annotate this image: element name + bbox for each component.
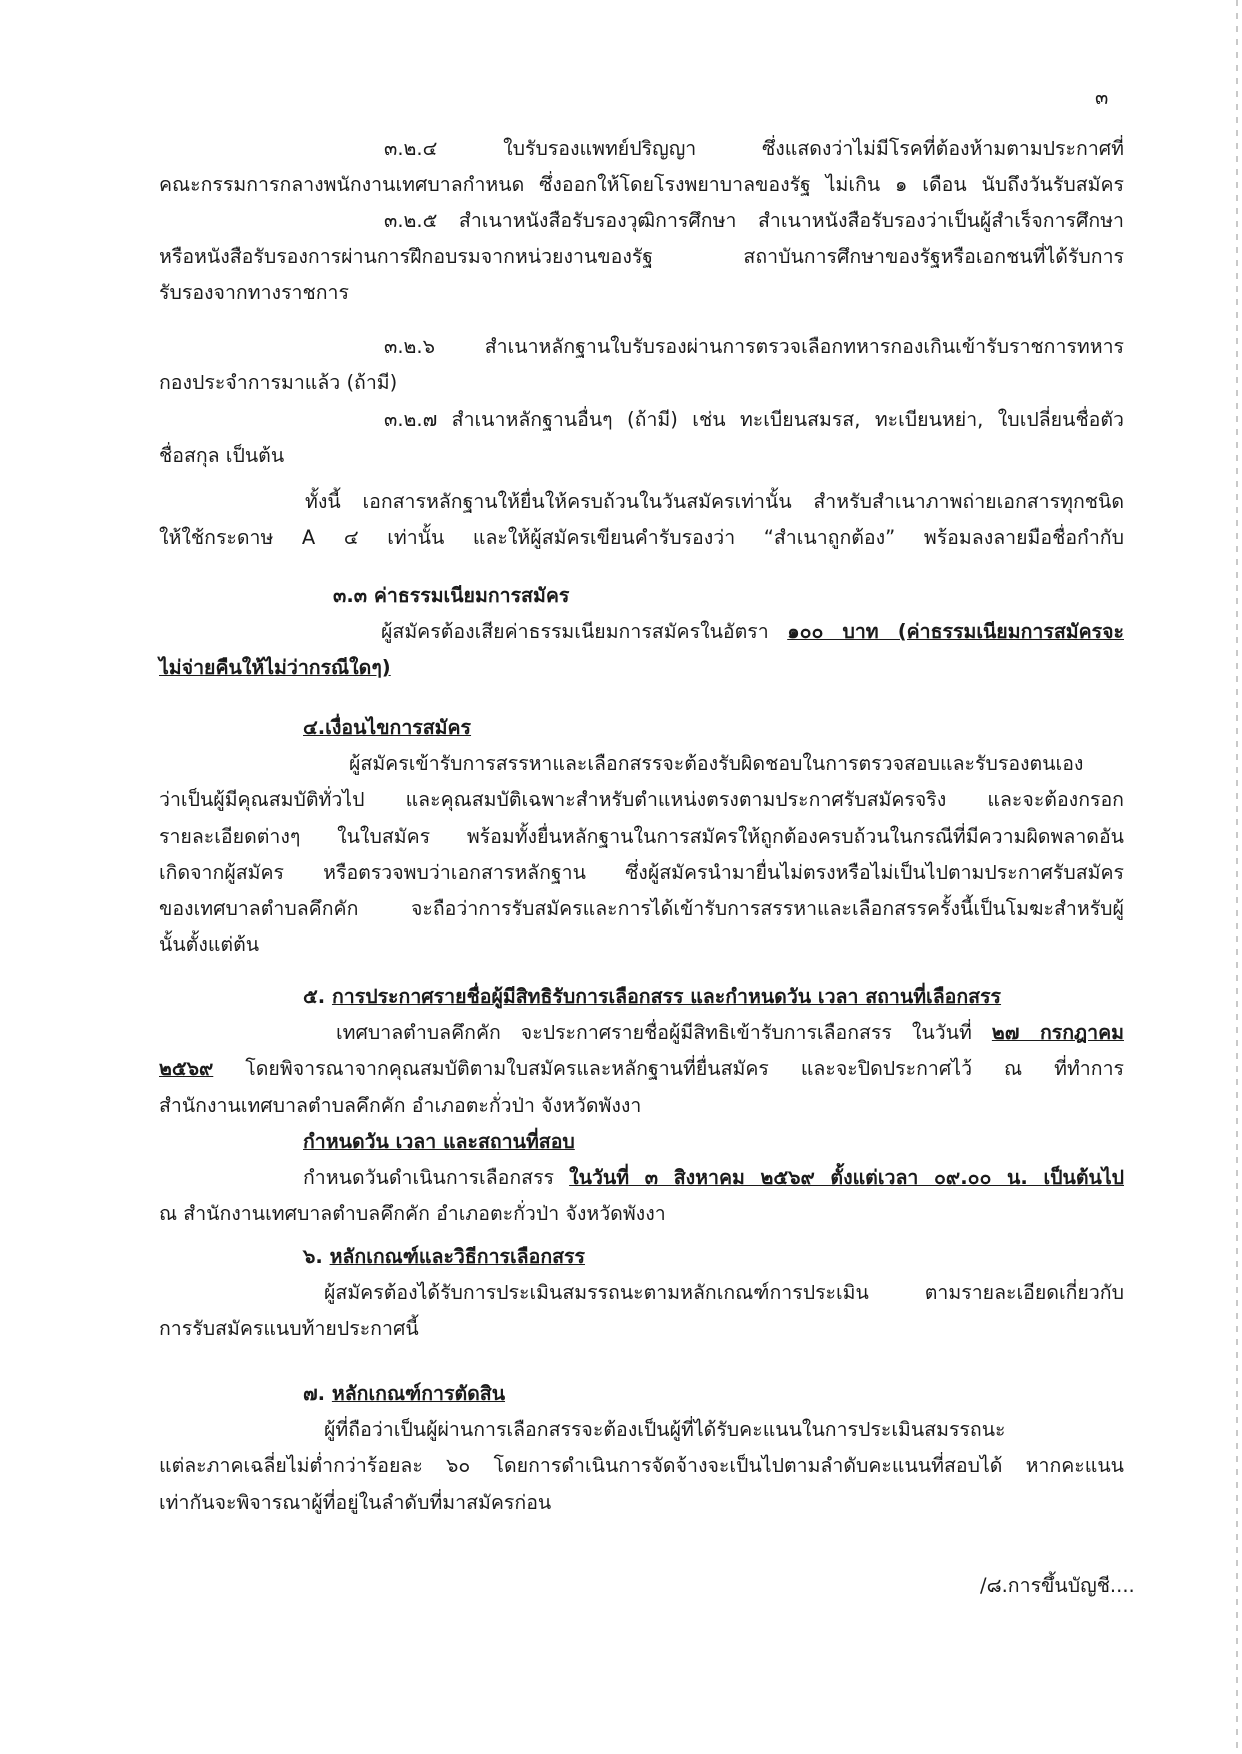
paragraph-line: ๓.๒.๖ สำเนาหลักฐานใบรับรองผ่านการตรวจเลือกทหารกองเกินเข้ารับราชการทหาร [384, 335, 1124, 358]
paragraph-line: เท่ากันจะพิจารณาผู้ที่อยู่ในลำดับที่มาสมัครก่อน [159, 1490, 552, 1514]
section-4 [159, 710, 1124, 963]
paragraph-line: เกิดจากผู้สมัคร หรือตรวจพบว่าเอกสารหลักฐาน ซึ่งผู้สมัครนำมายื่นไม่ตรงหรือไม่เป็นไปตามประกาศรับสมัคร [159, 860, 1124, 884]
fee-note: ไม่จ่ายคืนให้ไม่ว่ากรณีใดๆ) [159, 656, 391, 680]
paragraph-line: ชื่อสกุล เป็นต้น [159, 444, 285, 468]
paragraph-3-2-7 [159, 402, 1124, 474]
paragraph-3-2-4 [159, 131, 1124, 203]
paragraph-line: ผู้สมัครเข้ารับการสรรหาและเลือกสรรจะต้องรับผิดชอบในการตรวจสอบและรับรองตนเอง [349, 752, 1084, 776]
paragraph-line: สำนักงานเทศบาลตำบลคึกคัก อำเภอตะกั่วป่า จังหวัดพังงา [159, 1093, 642, 1117]
section-6 [159, 1239, 1124, 1348]
paragraph-line: ของเทศบาลตำบลคึกคัก จะถือว่าการรับสมัครและการได้เข้ารับการสรรหาและเลือกสรรครั้งนี้เป็นโมฆะสำหรับผู้ [159, 896, 1124, 920]
scan-edge-line [1236, 0, 1238, 1754]
paragraph-line [381, 614, 1124, 650]
paragraph-3-2-6 [159, 329, 1124, 401]
paragraph-line: ๓.๒.๗ สำเนาหลักฐานอื่นๆ (ถ้ามี) เช่น ทะเบียนสมรส, ทะเบียนหย่า, ใบเปลี่ยนชื่อตัว [384, 408, 1124, 431]
paragraph-line: หรือหนังสือรับรองการผ่านการฝึกอบรมจากหน่วยงานของรัฐ สถาบันการศึกษาของรัฐหรือเอกชนที่ได้รับการ [159, 245, 1124, 269]
paragraph-line: กองประจำการมาแล้ว (ถ้ามี) [159, 371, 398, 395]
paragraph-line: รายละเอียดต่างๆ ในใบสมัคร พร้อมทั้งยื่นหลักฐานในการสมัครให้ถูกต้องครบถ้วนในกรณีที่มีความผิดพลาดอัน [159, 824, 1124, 848]
section-3-3 [159, 578, 1124, 687]
paragraph-line: ณ สำนักงานเทศบาลตำบลคึกคัก อำเภอตะกั่วป่า จังหวัดพังงา [159, 1202, 666, 1226]
section-title: หลักเกณฑ์การตัดสิน [331, 1382, 506, 1405]
section-heading [303, 979, 1124, 1015]
exam-text: กำหนดวันดำเนินการเลือกสรร [303, 1165, 570, 1189]
announce-date: ๒๗ กรกฎาคม [991, 1021, 1124, 1045]
paragraph-line: ผู้สมัครต้องได้รับการประเมินสมรรถนะตามหลักเกณฑ์การประเมิน ตามรายละเอียดเกี่ยวกับ [324, 1281, 1124, 1305]
section-heading: ๓.๓ ค่าธรรมเนียมการสมัคร [333, 584, 570, 607]
paragraph-line: ผู้ที่ถือว่าเป็นผู้ผ่านการเลือกสรรจะต้องเป็นผู้ที่ได้รับคะแนนในการประเมินสมรรถนะ [324, 1418, 1006, 1442]
section-7 [159, 1376, 1124, 1521]
paragraph-line: คณะกรรมการกลางพนักงานเทศบาลกำหนด ซึ่งออกให้โดยโรงพยาบาลของรัฐ ไม่เกิน ๑ เดือน นับถึงวันรับสมัคร [159, 173, 1124, 197]
paragraph-line: ให้ใช้กระดาษ A ๔ เท่านั้น และให้ผู้สมัครเขียนคำรับรองว่า “สำเนาถูกต้อง” พร้อมลงลายมือชื่อกำกับ [159, 526, 1124, 550]
exam-datetime: ในวันที่ ๓ สิงหาคม ๒๕๖๙ ตั้งแต่เวลา ๐๙.๐๐ น. เป็นต้นไป [569, 1165, 1125, 1189]
paragraph-line [159, 1051, 1124, 1087]
section-5 [159, 979, 1124, 1232]
paragraph-line: รับรองจากทางราชการ [159, 281, 349, 305]
paragraph-line [336, 1015, 1124, 1051]
fee-text: ผู้สมัครต้องเสียค่าธรรมเนียมการสมัครในอัตรา [381, 620, 788, 644]
announce-text: โดยพิจารณาจากคุณสมบัติตามใบสมัครและหลักฐานที่ยื่นสมัคร และจะปิดประกาศไว้ ณ ที่ทำการ [213, 1057, 1124, 1081]
section-number: ๕. [303, 985, 332, 1008]
announce-text: เทศบาลตำบลคึกคัก จะประกาศรายชื่อผู้มีสิทธิเข้ารับการเลือกสรร ในวันที่ [336, 1021, 992, 1045]
section-heading [303, 1239, 1124, 1275]
sub-heading: กำหนดวัน เวลา และสถานที่สอบ [303, 1129, 575, 1153]
section-title: หลักเกณฑ์และวิธีการเลือกสรร [329, 1245, 585, 1268]
section-title: การประกาศรายชื่อผู้มีสิทธิรับการเลือกสรร และกำหนดวัน เวลา สถานที่เลือกสรร [331, 985, 1002, 1008]
fee-amount: ๑๐๐ บาท (ค่าธรรมเนียมการสมัครจะ [787, 620, 1124, 644]
paragraph-documents-note [159, 484, 1124, 556]
paragraph-line: การรับสมัครแนบท้ายประกาศนี้ [159, 1317, 419, 1341]
section-heading: ๔.เงื่อนไขการสมัคร [303, 716, 472, 739]
section-number: ๖. [303, 1245, 330, 1268]
paragraph-line: แต่ละภาคเฉลี่ยไม่ต่ำกว่าร้อยละ ๖๐ โดยการดำเนินการจัดจ้างจะเป็นไปตามลำดับคะแนนที่สอบได้ หากคะแนน [159, 1454, 1124, 1478]
catchword: /๘.การขึ้นบัญชี.... [980, 1574, 1135, 1597]
paragraph-3-2-5 [159, 203, 1124, 312]
page-number: ๓ [1095, 86, 1109, 109]
section-number: ๗. [303, 1382, 332, 1405]
announce-year: ๒๕๖๙ [159, 1057, 214, 1081]
paragraph-line [303, 1160, 1124, 1196]
paragraph-line: นั้นตั้งแต่ต้น [159, 933, 260, 957]
section-heading [303, 1376, 1124, 1412]
paragraph-line: ว่าเป็นผู้มีคุณสมบัติทั่วไป และคุณสมบัติเฉพาะสำหรับตำแหน่งตรงตามประกาศรับสมัครจริง และจะต้องกรอก [159, 788, 1124, 812]
paragraph-line: ๓.๒.๕ สำเนาหนังสือรับรองวุฒิการศึกษา สำเนาหนังสือรับรองว่าเป็นผู้สำเร็จการศึกษา [384, 209, 1124, 232]
paragraph-line: ๓.๒.๔ ใบรับรองแพทย์ปริญญา ซึ่งแสดงว่าไม่มีโรคที่ต้องห้ามตามประกาศที่ [384, 137, 1124, 160]
paragraph-line: ทั้งนี้ เอกสารหลักฐานให้ยื่นให้ครบถ้วนในวันสมัครเท่านั้น สำหรับสำเนาภาพถ่ายเอกสารทุกชนิด [305, 490, 1124, 513]
